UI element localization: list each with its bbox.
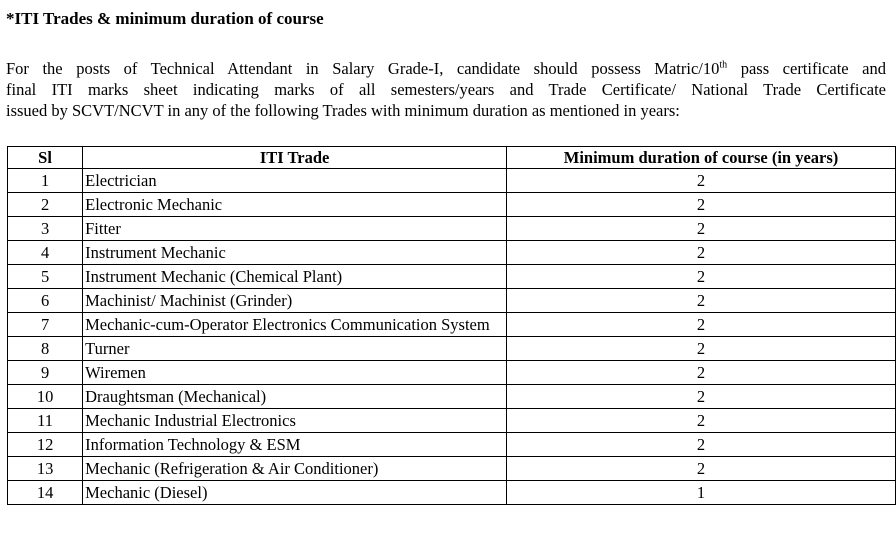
table-row (8, 241, 896, 265)
intro-line-3: issued by SCVT/NCVT in any of the following Trades with minimum duration as mentioned in years: (6, 101, 680, 120)
intro-line-1-end: pass certificate and (727, 59, 886, 78)
cell-trade: Wiremen (83, 361, 507, 385)
cell-duration: 2 (507, 217, 896, 241)
cell-trade: Fitter (83, 217, 507, 241)
cell-sl: 6 (8, 289, 83, 313)
cell-trade: Mechanic (Diesel) (83, 481, 507, 505)
cell-trade: Mechanic Industrial Electronics (83, 409, 507, 433)
cell-sl: 10 (8, 385, 83, 409)
table-row (8, 481, 896, 505)
cell-trade: Turner (83, 337, 507, 361)
cell-duration: 2 (507, 265, 896, 289)
table-row (8, 169, 896, 193)
table-row (8, 457, 896, 481)
cell-sl: 7 (8, 313, 83, 337)
cell-duration: 2 (507, 169, 896, 193)
cell-sl: 5 (8, 265, 83, 289)
intro-line-1 (6, 58, 886, 79)
table-header-row (8, 147, 896, 169)
table-row (8, 337, 896, 361)
table-row (8, 265, 896, 289)
table-row (8, 361, 896, 385)
cell-sl: 11 (8, 409, 83, 433)
cell-sl: 2 (8, 193, 83, 217)
cell-sl: 9 (8, 361, 83, 385)
table-row (8, 433, 896, 457)
cell-trade: Instrument Mechanic (Chemical Plant) (83, 265, 507, 289)
table-row (8, 313, 896, 337)
cell-trade: Information Technology & ESM (83, 433, 507, 457)
cell-duration: 2 (507, 409, 896, 433)
cell-duration: 2 (507, 457, 896, 481)
cell-sl: 13 (8, 457, 83, 481)
cell-duration: 2 (507, 337, 896, 361)
cell-duration: 2 (507, 361, 896, 385)
cell-duration: 2 (507, 289, 896, 313)
cell-trade: Draughtsman (Mechanical) (83, 385, 507, 409)
table-row (8, 385, 896, 409)
trades-table (7, 146, 896, 505)
table-row (8, 289, 896, 313)
cell-sl: 12 (8, 433, 83, 457)
intro-line-2: final ITI marks sheet indicating marks of all semesters/years and Trade Certificate/ National Trade Certificate (6, 80, 886, 99)
intro-superscript: th (719, 59, 728, 71)
header-sl: Sl (8, 147, 83, 169)
cell-duration: 2 (507, 241, 896, 265)
cell-duration: 2 (507, 385, 896, 409)
cell-trade: Mechanic (Refrigeration & Air Conditioner) (83, 457, 507, 481)
page-title: *ITI Trades & minimum duration of course (6, 9, 324, 28)
cell-trade: Electronic Mechanic (83, 193, 507, 217)
cell-sl: 1 (8, 169, 83, 193)
table-row (8, 193, 896, 217)
cell-trade: Electrician (83, 169, 507, 193)
cell-sl: 8 (8, 337, 83, 361)
cell-sl: 3 (8, 217, 83, 241)
cell-trade: Instrument Mechanic (83, 241, 507, 265)
table-row (8, 409, 896, 433)
cell-sl: 4 (8, 241, 83, 265)
cell-duration: 2 (507, 313, 896, 337)
cell-duration: 2 (507, 193, 896, 217)
header-trade: ITI Trade (83, 147, 507, 169)
intro-paragraph (6, 58, 886, 121)
cell-duration: 2 (507, 433, 896, 457)
cell-trade: Machinist/ Machinist (Grinder) (83, 289, 507, 313)
table-body (8, 169, 896, 505)
cell-trade: Mechanic-cum-Operator Electronics Communication System (83, 313, 507, 337)
table-row (8, 217, 896, 241)
header-duration: Minimum duration of course (in years) (507, 147, 896, 169)
cell-sl: 14 (8, 481, 83, 505)
cell-duration: 1 (507, 481, 896, 505)
intro-line-1-text: For the posts of Technical Attendant in Salary Grade-I, candidate should possess Matric/10 (6, 59, 720, 78)
